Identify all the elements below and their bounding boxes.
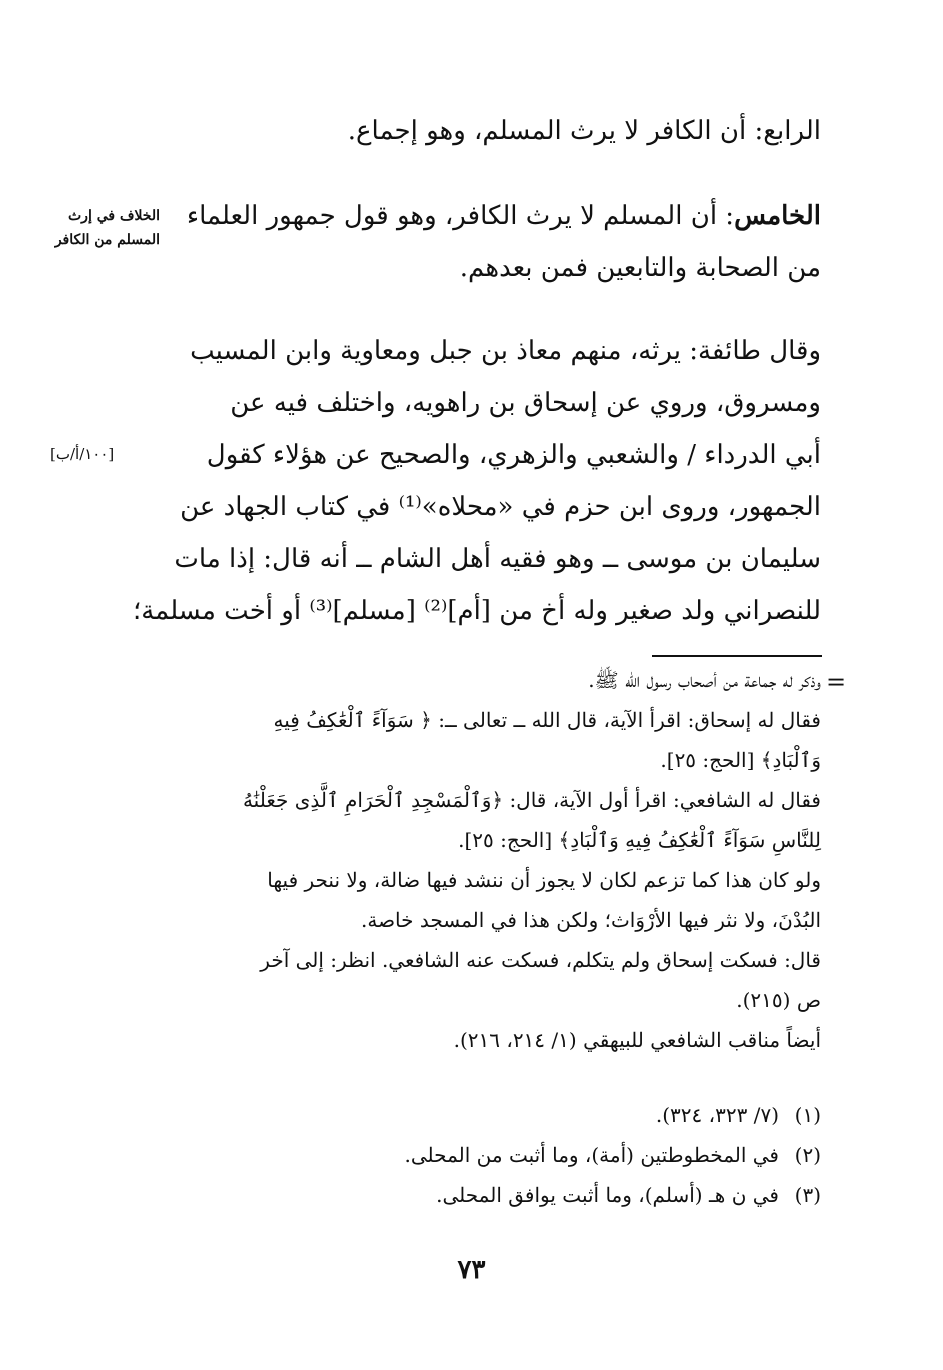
footnote-list (121, 1095, 821, 1215)
footnote-item (121, 1175, 821, 1215)
paragraph-third (132, 325, 821, 637)
fifth-text: : أن المسلم لا يرث الكافر، وهو قول جمهور العلماء (186, 201, 735, 231)
footnote-line: وَٱلْبَادِ﴾ [الحج: ٢٥]. (660, 748, 821, 772)
manuscript-folio-ref: [١٠٠/أ/ب] (50, 445, 115, 463)
footnote-number: (١) (794, 1103, 821, 1127)
footnote-line: قال: فسكت إسحاق ولم يتكلم، فسكت عنه الشافعي. انظر: إلى آخر (260, 948, 821, 972)
footnote-line: فقال له إسحاق: اقرأ الآية، قال الله ــ تعالى ــ: ﴿ سَوَآءً ٱلْعَٰكِفُ فِيهِ (273, 708, 821, 732)
text-line: الجمهور، وروى ابن حزم في «محلاه»⁽¹⁾ في كتاب الجهاد عن (180, 492, 821, 522)
footnote-item (121, 1135, 821, 1175)
page-number: ٧٣ (457, 1255, 486, 1285)
text-line: ومسروق، وروي عن إسحاق بن راهويه، واختلف فيه عن (230, 388, 821, 418)
footnote-item (121, 1095, 821, 1135)
footnote-line: وذكر له جماعة من أصحاب رسول الله ﷺ. (588, 668, 821, 692)
paragraph-fifth-line1 (151, 190, 821, 242)
footnote-text: في ن هـ (أسلم)، وما أثبت يوافق المحلى. (436, 1183, 779, 1207)
footnote-line: أيضاً مناقب الشافعي للبيهقي (١/ ٢١٤، ٢١٦). (453, 1028, 821, 1052)
footnote-line: ولو كان هذا كما تزعم لكان لا يجوز أن ننشد فيها ضالة، ولا ننحر فيها (267, 868, 821, 892)
text-line: أبي الدرداء / والشعبي والزهري، والصحيح عن هؤلاء كقول (206, 440, 821, 470)
footnote-line: ص (٢١٥). (736, 988, 821, 1012)
margin-heading: الخلاف في إرث المسلم من الكافر (54, 208, 160, 248)
footnote-line: لِلنَّاسِ سَوَآءً ٱلْعَٰكِفُ فِيهِ وَٱلْبَادِ﴾ [الحج: ٢٥]. (458, 828, 821, 852)
footnote-text: (٧/ ٣٢٣، ٣٢٤). (655, 1103, 779, 1127)
text-line: للنصراني ولد صغير وله أخ من [أم]⁽²⁾ [مسلم]⁽³⁾ أو أخت مسلمة؛ (132, 596, 821, 626)
footnote-number: (٢) (794, 1143, 821, 1167)
paragraph-fifth-line2: من الصحابة والتابعين فمن بعدهم. (459, 253, 821, 283)
footnote-line: البُدْنَ، ولا نثر فيها الأرْوَاث؛ ولكن هذا في المسجد خاصة. (360, 908, 821, 932)
continuation-mark: = (826, 668, 847, 696)
fifth-label: الخامس (734, 201, 821, 231)
paragraph-fourth: الرابع: أن الكافر لا يرث المسلم، وهو إجماع. (347, 116, 821, 146)
footnote-separator (652, 655, 822, 657)
footnote-text: في المخطوطتين (أمة)، وما أثبت من المحلى. (404, 1143, 779, 1167)
text-line: وقال طائفة: يرثه، منهم معاذ بن جبل ومعاوية وابن المسيب (190, 336, 821, 366)
text-line: سليمان بن موسى ــ وهو فقيه أهل الشام ــ أنه قال: إذا مات (174, 544, 821, 574)
footnote-line: فقال له الشافعي: اقرأ أول الآية، قال: ﴿وَٱلْمَسْجِدِ ٱلْحَرَامِ ٱلَّذِى جَعَلْنَٰهُ (242, 788, 821, 812)
footnote-continuation (121, 660, 821, 1060)
footnote-number: (٣) (794, 1183, 821, 1207)
